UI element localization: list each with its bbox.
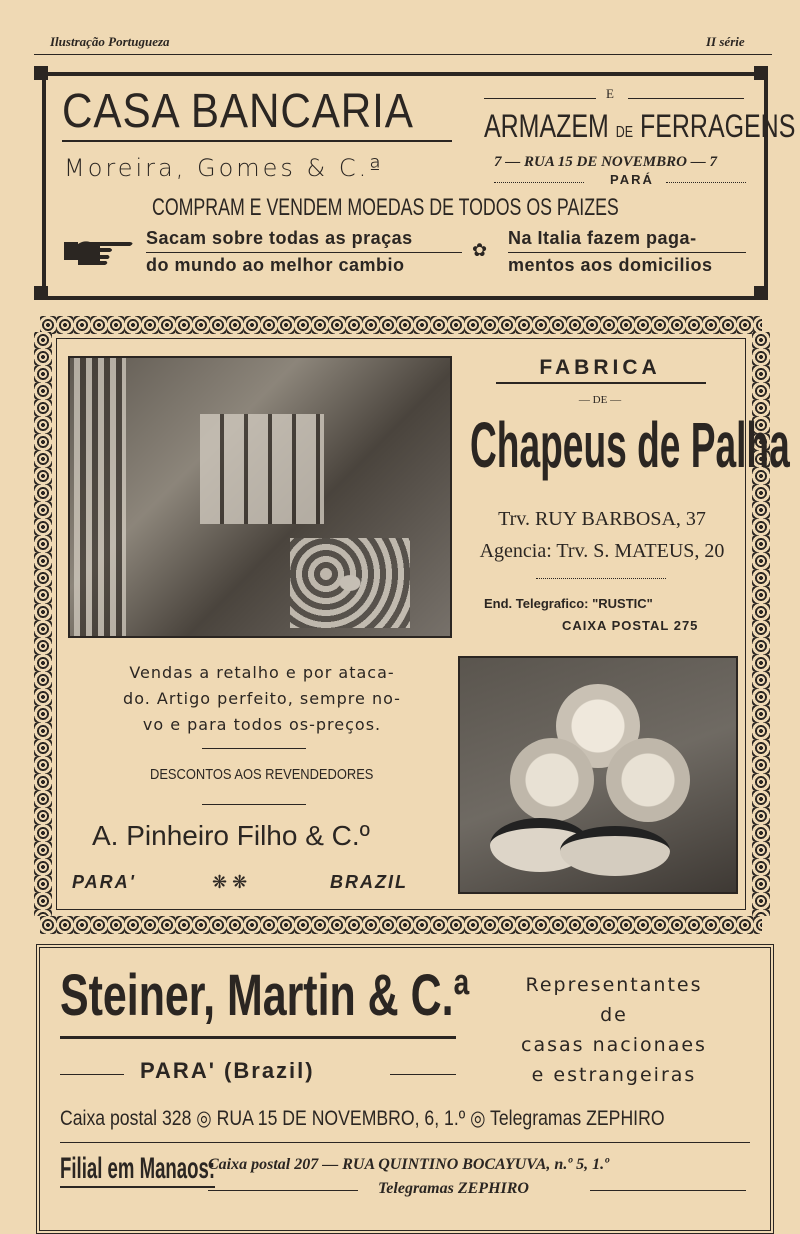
ad1-subtitle: ARMAZEM DE FERRAGENS (484, 108, 796, 144)
rule (484, 98, 596, 99)
rule (628, 98, 744, 99)
rule (60, 1074, 124, 1075)
corner (34, 66, 48, 80)
factory-interior-photo (68, 356, 452, 638)
ad2-sales-text: Vendas a retalho e por ataca- do. Artigo perfeito, sempre no- vo e para todos os-preços. (123, 663, 401, 734)
rule (496, 382, 706, 384)
ad2-brazil: BRAZIL (330, 872, 408, 892)
rule (202, 804, 306, 805)
ad2-fabrica: FABRICA (539, 356, 661, 379)
magazine-title: Ilustração Portugueza (50, 34, 170, 49)
series-label: II série (706, 34, 745, 49)
hat-shape (510, 738, 594, 822)
rule (536, 578, 666, 579)
ad1-address: 7 — RUA 15 DE NOVEMBRO — 7 (494, 154, 717, 170)
hat-shape (560, 826, 670, 876)
column-shape (74, 358, 126, 636)
flower-ornament-icon: ❋ ❋ (212, 872, 248, 892)
corner (34, 286, 48, 300)
corner (754, 286, 768, 300)
rule (60, 1036, 456, 1039)
ad1-title: CASA BANCARIA (62, 85, 414, 138)
header-rule (34, 54, 772, 55)
ad1-tagline: COMPRAM E VENDEM MOEDAS DE TODOS OS PAIZES (152, 194, 619, 221)
ad2-descontos: DESCONTOS AOS REVENDEDORES (150, 766, 374, 783)
ad3-filial-line2: Telegramas ZEPHIRO (378, 1180, 529, 1197)
ornamental-border-top (40, 316, 762, 334)
ad3-contact: Caixa postal 328 ◎ RUA 15 DE NOVEMBRO, 6, 1.º ◎ Telegramas ZEPHIRO (60, 1107, 665, 1130)
leaf-ornament-icon: ✿ (472, 240, 488, 260)
ad3-firm: Steiner, Martin & C.ª (60, 963, 470, 1028)
ad2-product: Chapeus de Palha (470, 409, 790, 481)
ad2-de: — DE — (578, 394, 622, 406)
rule (60, 1142, 750, 1143)
ad3-filial-line1: Caixa postal 207 — RUA QUINTINO BOCAYUVA, n.º 5, 1.º (208, 1156, 609, 1173)
ad2-addr1: Trv. RUY BARBOSA, 37 (498, 508, 706, 530)
rule (208, 1190, 358, 1191)
ad2-firm: A. Pinheiro Filho & C.º (92, 820, 370, 851)
ad1-city: PARÁ (610, 172, 654, 187)
ad1-left-line1: Sacam sobre todas as praças (146, 228, 413, 248)
rule (508, 252, 746, 253)
pointing-hand-icon (62, 232, 136, 266)
corner (754, 66, 768, 80)
hat-stacks (290, 538, 410, 628)
ad2-caixa: CAIXA POSTAL 275 (562, 618, 699, 633)
rule (146, 252, 462, 253)
title-underline (62, 140, 452, 142)
rule (494, 182, 584, 183)
ad3-representantes: Representantes de casas nacionaes e estrangeiras (521, 974, 707, 1086)
ad1-right-line2: mentos aos domicilios (508, 255, 713, 275)
ad3-filial: Filial em Manaos: (60, 1152, 215, 1188)
rule (590, 1190, 746, 1191)
rule (666, 182, 746, 183)
window-shape (200, 414, 324, 524)
ad3-para: PARA' (Brazil) (140, 1058, 315, 1083)
ad1-left-line2: do mundo ao melhor cambio (146, 255, 405, 275)
ornamental-border-left (34, 332, 52, 916)
hat-shape (606, 738, 690, 822)
ad2-telegrafico: End. Telegrafico: "RUSTIC" (484, 596, 653, 611)
ad1-e: E (606, 86, 614, 101)
rule (202, 748, 306, 749)
ad1-right-line1: Na Italia fazem paga- (508, 228, 697, 248)
ad2-para: PARA' (72, 872, 136, 892)
ornamental-border-bottom (40, 916, 762, 934)
rule (390, 1074, 456, 1075)
ad1-firm: Moreira, Gomes & C.ª (64, 154, 384, 182)
ad2-addr2: Agencia: Trv. S. MATEUS, 20 (479, 540, 725, 562)
straw-hats-photo (458, 656, 738, 894)
